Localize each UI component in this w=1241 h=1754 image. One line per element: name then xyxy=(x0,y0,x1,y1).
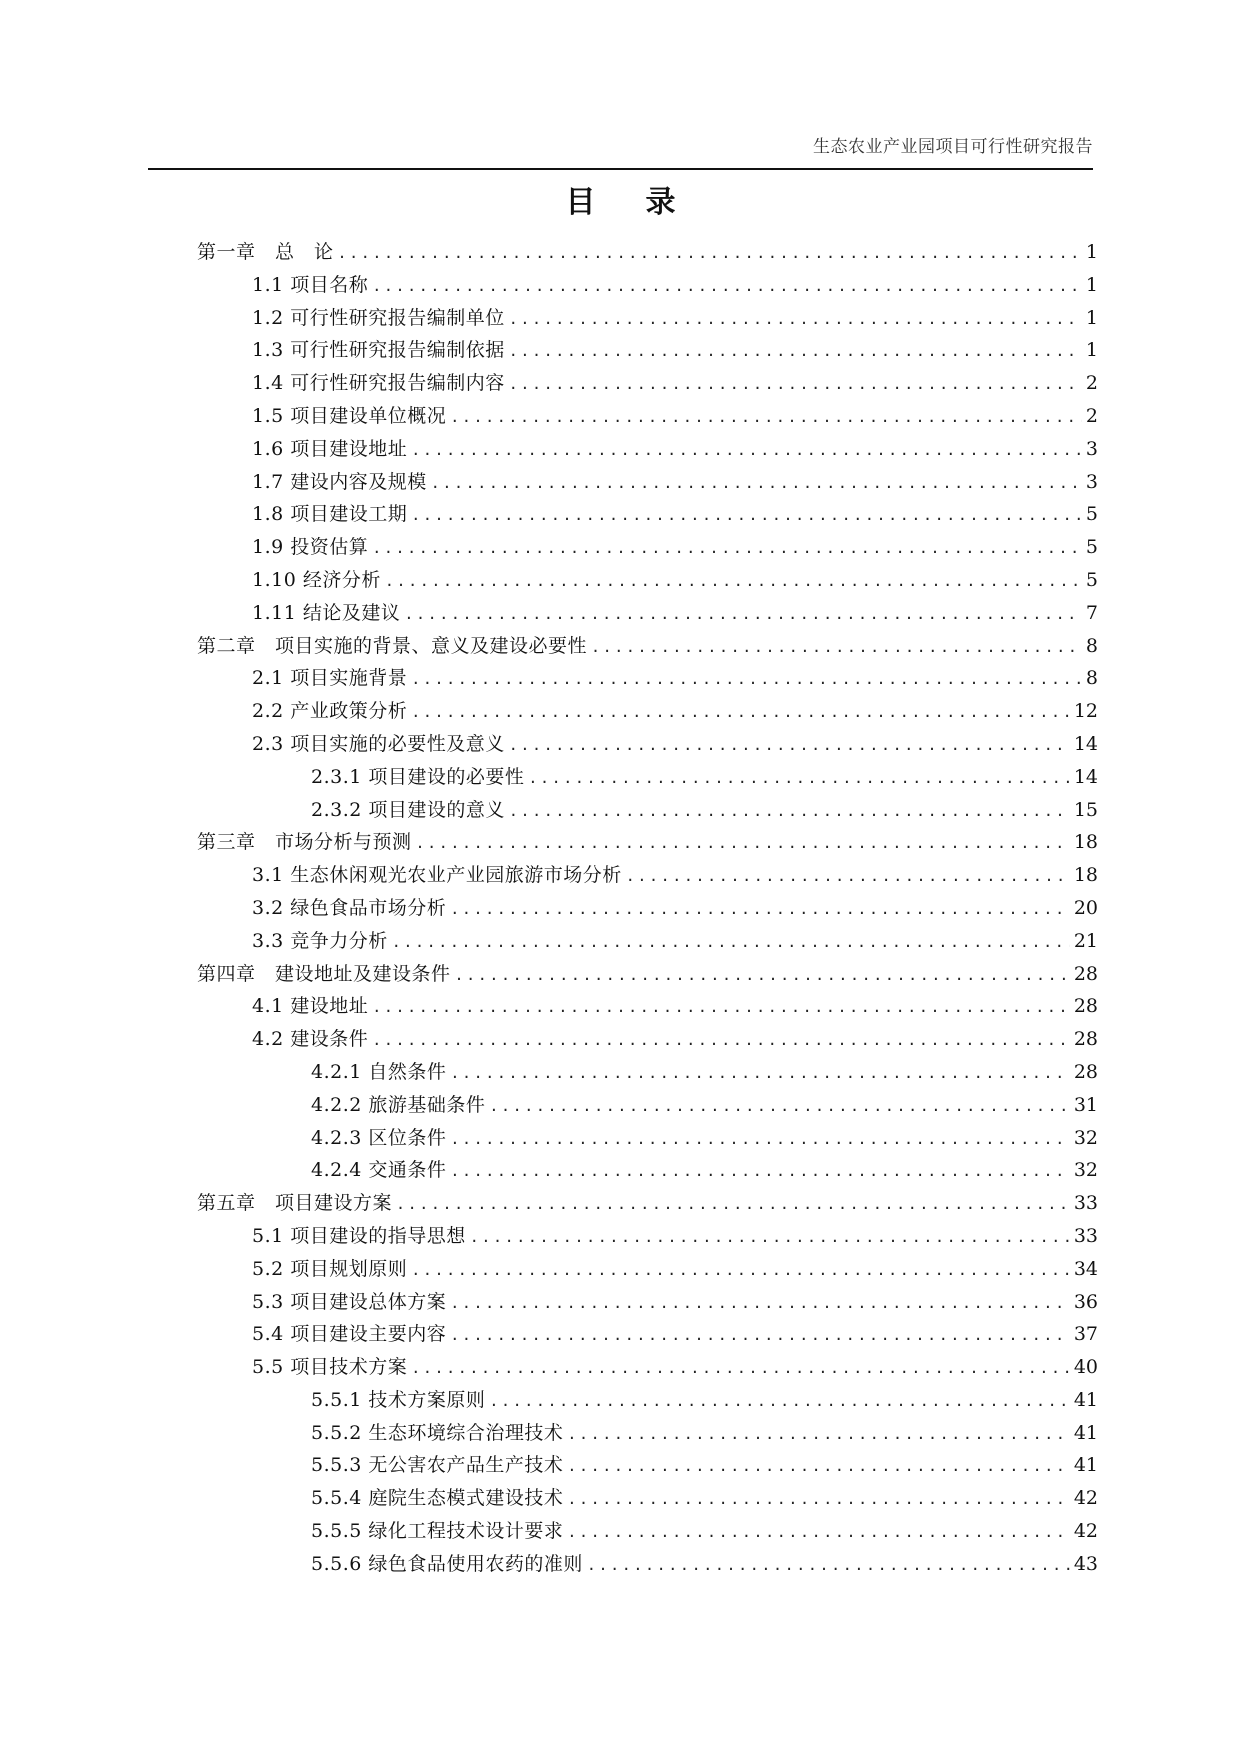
toc-entry-label: 第四章 建设地址及建设条件 xyxy=(197,962,451,985)
toc-entry-page-number: 28 xyxy=(1073,1060,1098,1083)
toc-entry-page-number: 41 xyxy=(1073,1421,1098,1444)
toc-entry-page-number: 37 xyxy=(1073,1323,1098,1346)
toc-dot-leader xyxy=(489,1385,1069,1418)
toc-dot-leader xyxy=(587,1549,1070,1582)
toc-dot-leader xyxy=(411,663,1082,696)
toc-dot-leader xyxy=(567,1483,1069,1516)
toc-dot-leader xyxy=(450,1155,1069,1188)
toc-entry-label: 3.1 生态休闲观光农业产业园旅游市场分析 xyxy=(252,864,622,887)
toc-entry[interactable] xyxy=(197,1449,1098,1482)
toc-entry-page-number: 21 xyxy=(1073,929,1098,952)
toc-entry-label: 1.7 建设内容及规模 xyxy=(252,470,427,493)
toc-dot-leader xyxy=(450,401,1082,434)
toc-dot-leader xyxy=(404,598,1082,631)
toc-dot-leader xyxy=(509,335,1082,368)
toc-dot-leader xyxy=(416,827,1070,860)
toc-dot-leader xyxy=(567,1516,1069,1549)
toc-entry-page-number: 31 xyxy=(1073,1093,1098,1116)
toc-entry-page-number: 32 xyxy=(1073,1126,1098,1149)
toc-entry[interactable] xyxy=(197,1187,1098,1220)
toc-entry-page-number: 1 xyxy=(1085,241,1098,263)
toc-entry-label: 3.2 绿色食品市场分析 xyxy=(252,896,447,919)
toc-dot-leader xyxy=(411,434,1082,467)
toc-dot-leader xyxy=(455,959,1070,992)
toc-entry[interactable] xyxy=(197,269,1098,302)
toc-entry-label: 2.1 项目实施背景 xyxy=(252,667,408,690)
toc-entry-page-number: 42 xyxy=(1073,1520,1098,1543)
toc-entry-page-number: 40 xyxy=(1073,1356,1098,1379)
toc-dot-leader xyxy=(450,1287,1070,1320)
toc-dot-leader xyxy=(626,860,1070,893)
toc-entry-page-number: 14 xyxy=(1073,732,1098,755)
toc-entry[interactable] xyxy=(197,630,1098,663)
toc-dot-leader xyxy=(411,499,1082,532)
toc-entry-label: 1.10 经济分析 xyxy=(252,568,381,591)
toc-entry-page-number: 28 xyxy=(1073,1028,1098,1051)
toc-dot-leader xyxy=(470,1221,1070,1254)
toc-entry-label: 第五章 项目建设方案 xyxy=(197,1192,393,1215)
toc-entry[interactable] xyxy=(197,367,1098,400)
toc-dot-leader xyxy=(450,893,1070,926)
toc-entry-label: 1.3 可行性研究报告编制依据 xyxy=(252,339,505,362)
toc-entry-page-number: 1 xyxy=(1085,306,1098,329)
toc-entry-label: 2.2 产业政策分析 xyxy=(252,700,408,723)
toc-entry[interactable] xyxy=(197,695,1098,728)
toc-entry[interactable] xyxy=(197,728,1098,761)
toc-entry-page-number: 18 xyxy=(1073,864,1098,887)
toc-entry[interactable] xyxy=(197,302,1098,335)
toc-entry-label: 5.5.2 生态环境综合治理技术 xyxy=(311,1421,564,1444)
toc-entry-page-number: 20 xyxy=(1073,896,1098,919)
toc-entry-label: 5.5.3 无公害农产品生产技术 xyxy=(311,1454,564,1477)
toc-entry-page-number: 5 xyxy=(1085,536,1098,559)
toc-entry-label: 5.5 项目技术方案 xyxy=(252,1356,408,1379)
toc-entry-label: 1.4 可行性研究报告编制内容 xyxy=(252,372,505,395)
toc-entry[interactable] xyxy=(197,925,1098,958)
toc-entry[interactable] xyxy=(197,761,1098,794)
toc-dot-leader xyxy=(509,368,1082,401)
toc-entry-label: 3.3 竞争力分析 xyxy=(252,929,388,952)
toc-entry-label: 2.3 项目实施的必要性及意义 xyxy=(252,732,505,755)
toc-dot-leader xyxy=(489,1090,1069,1123)
toc-entry[interactable] xyxy=(197,892,1098,925)
toc-entry-page-number: 8 xyxy=(1085,667,1098,690)
toc-entry-page-number: 34 xyxy=(1073,1257,1098,1280)
toc-entry-label: 1.9 投资估算 xyxy=(252,536,369,559)
toc-dot-leader xyxy=(567,1418,1069,1451)
toc-entry[interactable] xyxy=(197,466,1098,499)
toc-entry-label: 4.2 建设条件 xyxy=(252,1028,369,1051)
toc-entry-page-number: 7 xyxy=(1085,601,1098,624)
toc-dot-leader xyxy=(372,532,1082,565)
toc-entry-page-number: 28 xyxy=(1073,962,1098,985)
toc-dot-leader xyxy=(372,991,1070,1024)
toc-entry[interactable] xyxy=(197,1220,1098,1253)
toc-dot-leader xyxy=(509,729,1070,762)
toc-entry[interactable] xyxy=(197,1253,1098,1286)
toc-entry-label: 4.2.3 区位条件 xyxy=(311,1126,447,1149)
toc-entry-label: 5.4 项目建设主要内容 xyxy=(252,1323,447,1346)
toc-dot-leader xyxy=(450,1123,1069,1156)
toc-entry-label: 5.5.4 庭院生态模式建设技术 xyxy=(311,1487,564,1510)
toc-dot-leader xyxy=(411,1254,1070,1287)
toc-entry-label: 5.3 项目建设总体方案 xyxy=(252,1290,447,1313)
toc-entry-page-number: 3 xyxy=(1085,470,1098,493)
toc-entry-page-number: 33 xyxy=(1073,1224,1098,1247)
toc-entry-label: 5.5.5 绿化工程技术设计要求 xyxy=(311,1520,564,1543)
toc-dot-leader xyxy=(411,1352,1070,1385)
toc-entry[interactable] xyxy=(197,1417,1098,1450)
toc-entry-label: 第一章 总 论 xyxy=(197,241,334,263)
toc-entry-label: 1.1 项目名称 xyxy=(252,273,369,296)
toc-entry[interactable] xyxy=(197,662,1098,695)
toc-entry-label: 第三章 市场分析与预测 xyxy=(197,831,412,854)
toc-entry[interactable] xyxy=(197,433,1098,466)
toc-entry-page-number: 1 xyxy=(1085,339,1098,362)
toc-dot-leader xyxy=(431,467,1082,500)
page-header xyxy=(148,130,1093,170)
toc-dot-leader xyxy=(591,631,1082,664)
toc-entry-page-number: 18 xyxy=(1073,831,1098,854)
toc-dot-leader xyxy=(567,1450,1069,1483)
toc-entry-page-number: 14 xyxy=(1073,765,1098,788)
header-title: 生态农业产业园项目可行性研究报告 xyxy=(813,137,1093,157)
toc-entry-label: 1.11 结论及建议 xyxy=(252,601,401,624)
toc-entry-label: 第二章 项目实施的背景、意义及建设必要性 xyxy=(197,634,588,657)
toc-entry-label: 1.2 可行性研究报告编制单位 xyxy=(252,306,505,329)
toc-entry[interactable] xyxy=(197,794,1098,827)
toc-entry-label: 4.2.2 旅游基础条件 xyxy=(311,1093,486,1116)
toc-entry[interactable] xyxy=(197,1384,1098,1417)
toc-entry-page-number: 41 xyxy=(1073,1454,1098,1477)
toc-entry[interactable] xyxy=(197,400,1098,433)
toc-dot-leader xyxy=(372,1024,1070,1057)
toc-entry-page-number: 2 xyxy=(1085,372,1098,395)
toc-entry[interactable] xyxy=(197,1548,1098,1581)
toc-entry-label: 4.2.4 交通条件 xyxy=(311,1159,447,1182)
toc-entry-page-number: 36 xyxy=(1073,1290,1098,1313)
toc-entry[interactable] xyxy=(197,1482,1098,1515)
toc-entry-page-number: 33 xyxy=(1073,1192,1098,1215)
toc-entry-page-number: 3 xyxy=(1085,437,1098,460)
toc-entry-label: 2.3.2 项目建设的意义 xyxy=(311,798,505,821)
toc-entry[interactable] xyxy=(197,531,1098,564)
toc-entry-page-number: 8 xyxy=(1085,634,1098,657)
toc-entry[interactable] xyxy=(197,1056,1098,1089)
toc-entry[interactable] xyxy=(197,1089,1098,1122)
toc-dot-leader xyxy=(450,1057,1069,1090)
toc-entry[interactable] xyxy=(197,1318,1098,1351)
toc-dot-leader xyxy=(509,303,1082,336)
toc-entry-label: 1.5 项目建设单位概况 xyxy=(252,404,447,427)
toc-title: 目录 xyxy=(565,185,726,220)
toc-entry-label: 5.2 项目规划原则 xyxy=(252,1257,408,1280)
toc-entry[interactable] xyxy=(197,826,1098,859)
toc-dot-leader xyxy=(338,237,1082,270)
toc-entry-label: 5.5.6 绿色食品使用农药的准则 xyxy=(311,1552,583,1575)
toc-dot-leader xyxy=(372,270,1082,303)
toc-entry-page-number: 43 xyxy=(1073,1552,1098,1575)
toc-entry[interactable] xyxy=(197,1351,1098,1384)
toc-entry-page-number: 5 xyxy=(1085,568,1098,591)
toc-dot-leader xyxy=(450,1319,1070,1352)
toc-entry[interactable] xyxy=(197,1515,1098,1548)
toc-dot-leader xyxy=(396,1188,1070,1221)
toc-entry[interactable] xyxy=(197,859,1098,892)
toc-entry-page-number: 41 xyxy=(1073,1388,1098,1411)
toc-entry[interactable] xyxy=(197,236,1098,269)
toc-entry[interactable] xyxy=(197,498,1098,531)
toc-entry[interactable] xyxy=(197,597,1098,630)
toc-entry-label: 1.6 项目建设地址 xyxy=(252,437,408,460)
toc-entry-label: 2.3.1 项目建设的必要性 xyxy=(311,765,525,788)
toc-entry-page-number: 42 xyxy=(1073,1487,1098,1510)
toc-entry-page-number: 12 xyxy=(1073,700,1098,723)
toc-entry[interactable] xyxy=(197,1154,1098,1187)
toc-entry[interactable] xyxy=(197,1286,1098,1319)
toc-entry-label: 5.1 项目建设的指导思想 xyxy=(252,1224,466,1247)
toc-entry[interactable] xyxy=(197,334,1098,367)
toc-entry[interactable] xyxy=(197,1023,1098,1056)
toc-entry[interactable] xyxy=(197,958,1098,991)
toc-entry-page-number: 32 xyxy=(1073,1159,1098,1182)
toc-dot-leader xyxy=(411,696,1070,729)
toc-entry-page-number: 15 xyxy=(1073,798,1098,821)
toc-dot-leader xyxy=(528,762,1069,795)
toc-dot-leader xyxy=(392,926,1070,959)
toc-dot-leader xyxy=(509,795,1070,828)
toc-dot-leader xyxy=(385,565,1082,598)
toc-entry-label: 5.5.1 技术方案原则 xyxy=(311,1388,486,1411)
toc-entry-label: 1.8 项目建设工期 xyxy=(252,503,408,526)
toc-entry-page-number: 2 xyxy=(1085,404,1098,427)
toc-entry-page-number: 28 xyxy=(1073,995,1098,1018)
toc-entry[interactable] xyxy=(197,1122,1098,1155)
toc-entry-label: 4.2.1 自然条件 xyxy=(311,1060,447,1083)
table-of-contents xyxy=(197,236,1098,1581)
toc-entry-label: 4.1 建设地址 xyxy=(252,995,369,1018)
toc-entry[interactable] xyxy=(197,564,1098,597)
toc-entry[interactable] xyxy=(197,990,1098,1023)
toc-entry-page-number: 1 xyxy=(1085,273,1098,296)
toc-entry-page-number: 5 xyxy=(1085,503,1098,526)
